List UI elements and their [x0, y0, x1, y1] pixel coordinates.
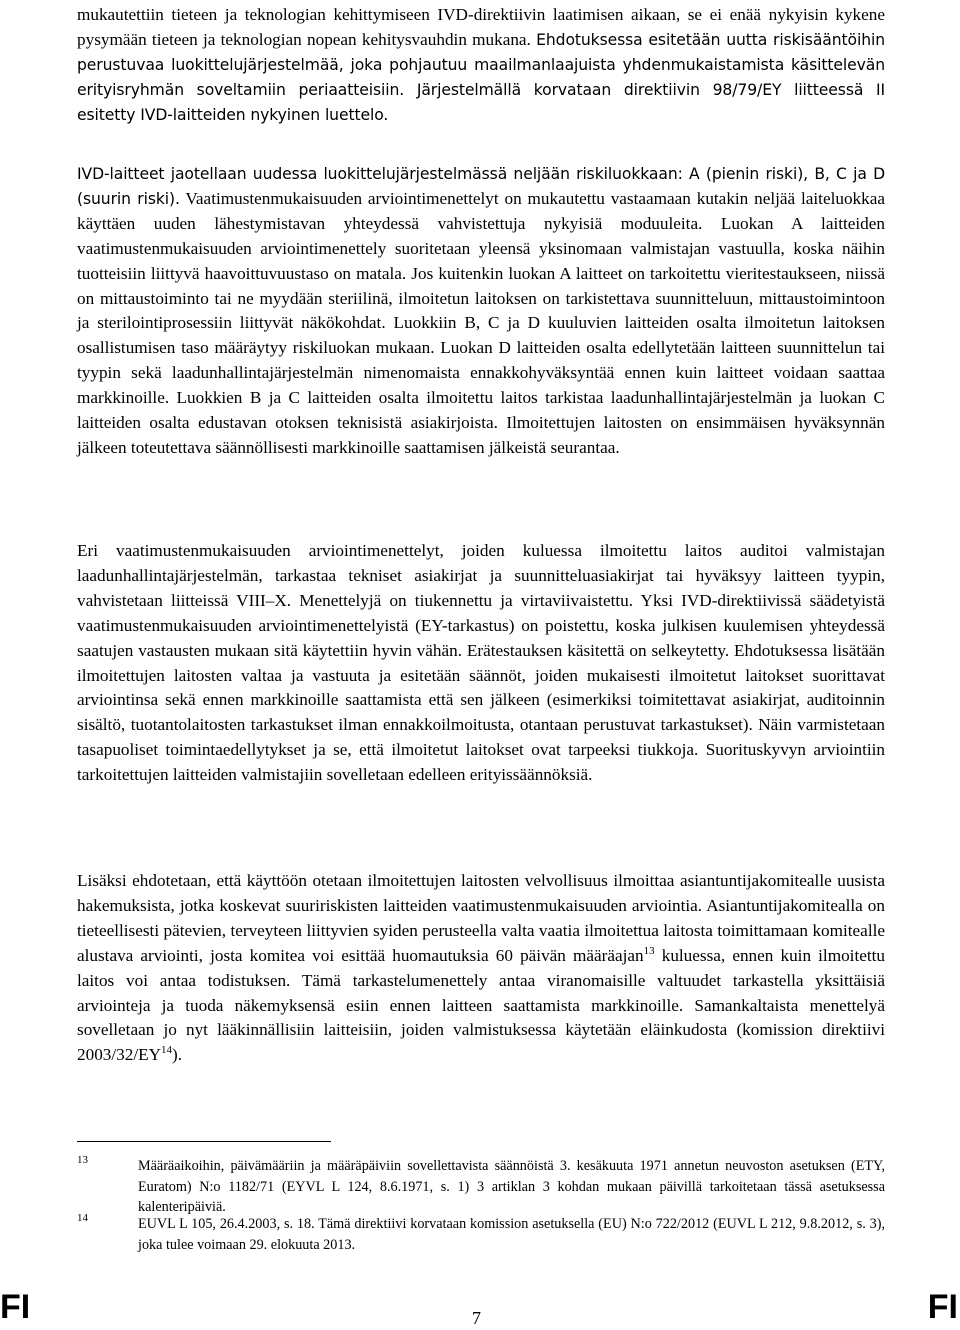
paragraph-4-text-a: Lisäksi ehdotetaan, että käyttöön otetaan ilmoitettujen laitosten velvollisuus ilmoittaa asiantuntijakomitealle uusista hakemuksista, jotka koskevat suuririskisten laitteiden vaatimustenmukaisuuden arviointia. Asiantuntijakomitealla on tieteellisesti pätevien, terveyteen liittyvien syiden perusteella valta vaatia ilmoitettua laitosta toimittamaan komitealle alustava arviointi, josta komitea voi esittää huomautuksia 60 päivän määräajan — [77, 871, 885, 965]
footnote-text: Määräaikoihin, päivämääriin ja määräpäiviin sovellettavista säännöistä 3. kesäkuuta 1971 annetun neuvoston asetuksen (ETY, Euratom) N:o 1182/71 (EYVL L 124, 8.6.1971, s. 1) 3 artiklan 3 kohdan mukaan päivillä tarkoitetaan tässä asetuksessa kalenteripäiviä. — [138, 1158, 885, 1216]
paragraph-4-text-c: ). — [172, 1045, 183, 1065]
footer-language-right: FI — [927, 1288, 958, 1326]
page-number: 7 — [472, 1308, 481, 1328]
footer-language-left: FI — [0, 1288, 31, 1326]
paragraph-2 — [77, 162, 885, 461]
paragraph-1-text-a: mukautettiin tieteen ja teknologian kehittymiseen IVD-direktiivin laatimisen aikaan, se ei enää nykyisin kykene pysymään tieteen ja teknologian nopean kehitysvauhdin mukana. — [77, 5, 885, 49]
paragraph-3: Eri vaatimustenmukaisuuden arviointimenettelyt, joiden kuluessa ilmoitettu laitos auditoi valmistajan laadunhallintajärjestelmän, tarkastaa tekniset asiakirjat ja suunnitteluasiakirjat tai hyväksyy laitteen tyypin, vahvistetaan liitteissä VIII–X. Menettelyjä on tiukennettu ja virtaviivaistettu. Yksi IVD-direktiivissä säädetyistä vaatimustenmukaisuuden arviointimenettelyistä (EY-tarkastus) on poistettu, koska julkisen kuulemisen yhteydessä saatujen vastausten mukaan sitä käytettiin hyvin vähän. Erätestauksen käsitettä on selkeytetty. Ehdotuksessa lisätään ilmoitettujen laitosten valtaa ja vastuuta ja esitetään säännöt, joiden mukaisesti ilmoitetut laitokset suorittavat arviointinsa sekä ennen markkinoille saattamista että sen jälkeen (esimerkiksi toimitettavat asiakirjat, auditoinnin sisältö, tuotantolaitosten tarkastukset ilman ennakkoilmoitusta, otantaan perustuvat tarkastukset). Näin varmistetaan tasapuoliset toimintaedellytykset ja se, että ilmoitetut laitokset ovat tarpeeksi tiukkoja. Suorituskyvyn arviointiin tarkoitettujen laitteiden valmistajiin sovelletaan edelleen erityissäännöksiä. — [77, 541, 885, 785]
paragraph-1-text-b: Ehdotuksessa esitetään uutta riskisääntöihin perustuvaa luokittelujärjestelmää, joka pohjautuu maailmanlaajuista yhdenmukaistamista käsittelevän erityisryhmän soveltamiin periaatteisiin. Järjestelmällä korvataan direktiivin 98/79/EY liitteessä II esitetty IVD-laitteiden nykyinen luettelo. — [77, 30, 885, 124]
paragraph-2-text-b: Vaatimustenmukaisuuden arviointimenettelyt on mukautettu vastaamaan kutakin neljää laiteluokkaa käyttäen uuden lähestymistavan yhteydessä vahvistettuja nykyisiä moduuleita. Luokan A laitteiden vaatimustenmukaisuuden arviointimenettely suoritetaan yleensä yksinomaan valmistajan vastuulla, koska näihin tuotteisiin liittyvä haavoittuvuustaso on matala. Jos kuitenkin luokan A laitteet on tarkoitettu vieritestaukseen, niissä on mittaustoiminto tai ne myydään steriilinä, ilmoitetun laitoksen on tarkistettava suunnitteluun, mittaustoimintoon ja sterilointiprosessiin liittyvät näkökohdat. Luokkiin B, C ja D kuuluvien laitteiden osalta ilmoitetun laitoksen osallistumisen taso määräytyy riskiluokan mukaan. Luokan D laitteiden osalta edellytetään laitteen suunnittelun tai tyypin sekä laadunhallintajärjestelmän nimenomaista ennakkohyväksyntää ennen kuin laitteet voidaan saattaa markkinoille. Luokkien B ja C laitteiden osalta ilmoitettu laitos tarkistaa laadunhallintajärjestelmän ja luokan C laitteiden osalta edustavan otoksen teknisistä asiakirjoista. Ilmoitettujen laitosten on ensimmäisen hyväksynnän jälkeen toteutettava säännöllisesti markkinoille saattamisen jälkeistä seurantaa. — [77, 188, 885, 457]
footnote-text: EUVL L 105, 26.4.2003, s. 18. Tämä direktiivi korvataan komission asetuksella (EU) N:o 722/2012 (EUVL L 212, 9.8.2012, s. 3), joka tulee voimaan 29. elokuuta 2013. — [138, 1216, 885, 1253]
paragraph-2-text-a: IVD-laitteet jaotellaan uudessa luokittelujärjestelmässä neljään riskiluokkaan: A (pienin riski), B, C ja D (suurin riski). — [77, 165, 885, 208]
footnote-ref-13[interactable]: 13 — [643, 944, 655, 957]
paragraph-4-text-b: kuluessa, ennen kuin ilmoitettu laitos voi antaa todistuksen. Tämä tarkastelumenettely antaa viranomaisille valtuudet tarkastella yksittäisiä arviointeja ja tuoda näkemyksensä esiin ennen laitteen saattamista markkinoille. Samankaltaista menettelyä sovelletaan jo nyt lääkinnällisiin laitteisiin, joiden valmistuksessa käytetään eläinkudosta (komission direktiivi 2003/32/EY — [77, 945, 885, 1065]
footnote-separator — [77, 1141, 331, 1142]
paragraph-4 — [77, 869, 885, 1068]
footnote-13 — [77, 1156, 885, 1218]
footnote-14 — [77, 1214, 885, 1255]
footnote-number: 14 — [77, 1212, 88, 1224]
paragraph-1 — [77, 3, 885, 128]
footnote-ref-14[interactable]: 14 — [161, 1044, 173, 1057]
footnote-number: 13 — [77, 1154, 88, 1166]
